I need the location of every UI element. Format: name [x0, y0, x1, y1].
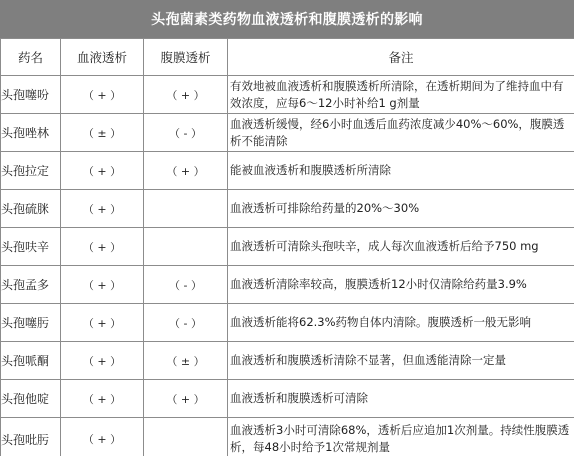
drug-name-cell: 头孢硫脒	[1, 190, 61, 228]
remarks-cell: 血液透析清除率较高，腹膜透析12小时仅清除给药量3.9%	[228, 266, 574, 304]
header-drug-name: 药名	[1, 39, 61, 76]
hemodialysis-cell: （ ± ）	[61, 114, 144, 152]
cephalosporin-dialysis-table	[0, 38, 574, 456]
drug-name-cell: 头孢唑林	[1, 114, 61, 152]
table-row	[1, 114, 574, 152]
table-row	[1, 76, 574, 114]
hemodialysis-cell: （ + ）	[61, 76, 144, 114]
remarks-cell: 血液透析可清除头孢呋辛，成人每次血液透析后给予750 mg	[228, 228, 574, 266]
header-remarks: 备注	[228, 39, 574, 76]
remarks-cell: 能被血液透析和腹膜透析所清除	[228, 152, 574, 190]
drug-name-cell: 头孢他啶	[1, 380, 61, 418]
drug-name-cell: 头孢噻肟	[1, 304, 61, 342]
table-row	[1, 380, 574, 418]
drug-name-cell: 头孢呋辛	[1, 228, 61, 266]
peritoneal-dialysis-cell: （ + ）	[144, 380, 228, 418]
remarks-cell: 血液透析和腹膜透析清除不显著，但血透能清除一定量	[228, 342, 574, 380]
table-row	[1, 342, 574, 380]
drug-name-cell: 头孢孟多	[1, 266, 61, 304]
remarks-cell: 血液透析可排除给药量的20%～30%	[228, 190, 574, 228]
drug-name-cell: 头孢哌酮	[1, 342, 61, 380]
peritoneal-dialysis-cell	[144, 228, 228, 266]
hemodialysis-cell: （ + ）	[61, 266, 144, 304]
peritoneal-dialysis-cell: （ ± ）	[144, 342, 228, 380]
table-row	[1, 152, 574, 190]
remarks-cell: 血液透析缓慢，经6小时血透后血药浓度减少40%～60%，腹膜透析不能清除	[228, 114, 574, 152]
hemodialysis-cell: （ + ）	[61, 418, 144, 456]
hemodialysis-cell: （ + ）	[61, 304, 144, 342]
remarks-cell: 有效地被血液透析和腹膜透析所清除，在透析期间为了维持血中有效浓度，应每6～12小时补给1 g剂量	[228, 76, 574, 114]
drug-name-cell: 头孢噻吩	[1, 76, 61, 114]
table-row	[1, 418, 574, 456]
header-hemodialysis: 血液透析	[61, 39, 144, 76]
drug-name-cell: 头孢吡肟	[1, 418, 61, 456]
peritoneal-dialysis-cell: （ + ）	[144, 76, 228, 114]
peritoneal-dialysis-cell: （ - ）	[144, 114, 228, 152]
hemodialysis-cell: （ + ）	[61, 228, 144, 266]
header-peritoneal-dialysis: 腹膜透析	[144, 39, 228, 76]
header-row	[1, 39, 574, 76]
hemodialysis-cell: （ + ）	[61, 342, 144, 380]
hemodialysis-cell: （ + ）	[61, 380, 144, 418]
remarks-cell: 血液透析能将62.3%药物自体内清除。腹膜透析一般无影响	[228, 304, 574, 342]
hemodialysis-cell: （ + ）	[61, 152, 144, 190]
peritoneal-dialysis-cell: （ - ）	[144, 266, 228, 304]
table-row	[1, 304, 574, 342]
peritoneal-dialysis-cell: （ + ）	[144, 152, 228, 190]
peritoneal-dialysis-cell: （ - ）	[144, 304, 228, 342]
table-row	[1, 190, 574, 228]
peritoneal-dialysis-cell	[144, 190, 228, 228]
hemodialysis-cell: （ + ）	[61, 190, 144, 228]
remarks-cell: 血液透析3小时可清除68%，透析后应追加1次剂量。持续性腹膜透析，每48小时给予1次常规剂量	[228, 418, 574, 456]
drug-name-cell: 头孢拉定	[1, 152, 61, 190]
table-row	[1, 266, 574, 304]
table-title: 头孢菌素类药物血液透析和腹膜透析的影响	[0, 0, 574, 38]
remarks-cell: 血液透析和腹膜透析可清除	[228, 380, 574, 418]
table-row	[1, 228, 574, 266]
peritoneal-dialysis-cell	[144, 418, 228, 456]
